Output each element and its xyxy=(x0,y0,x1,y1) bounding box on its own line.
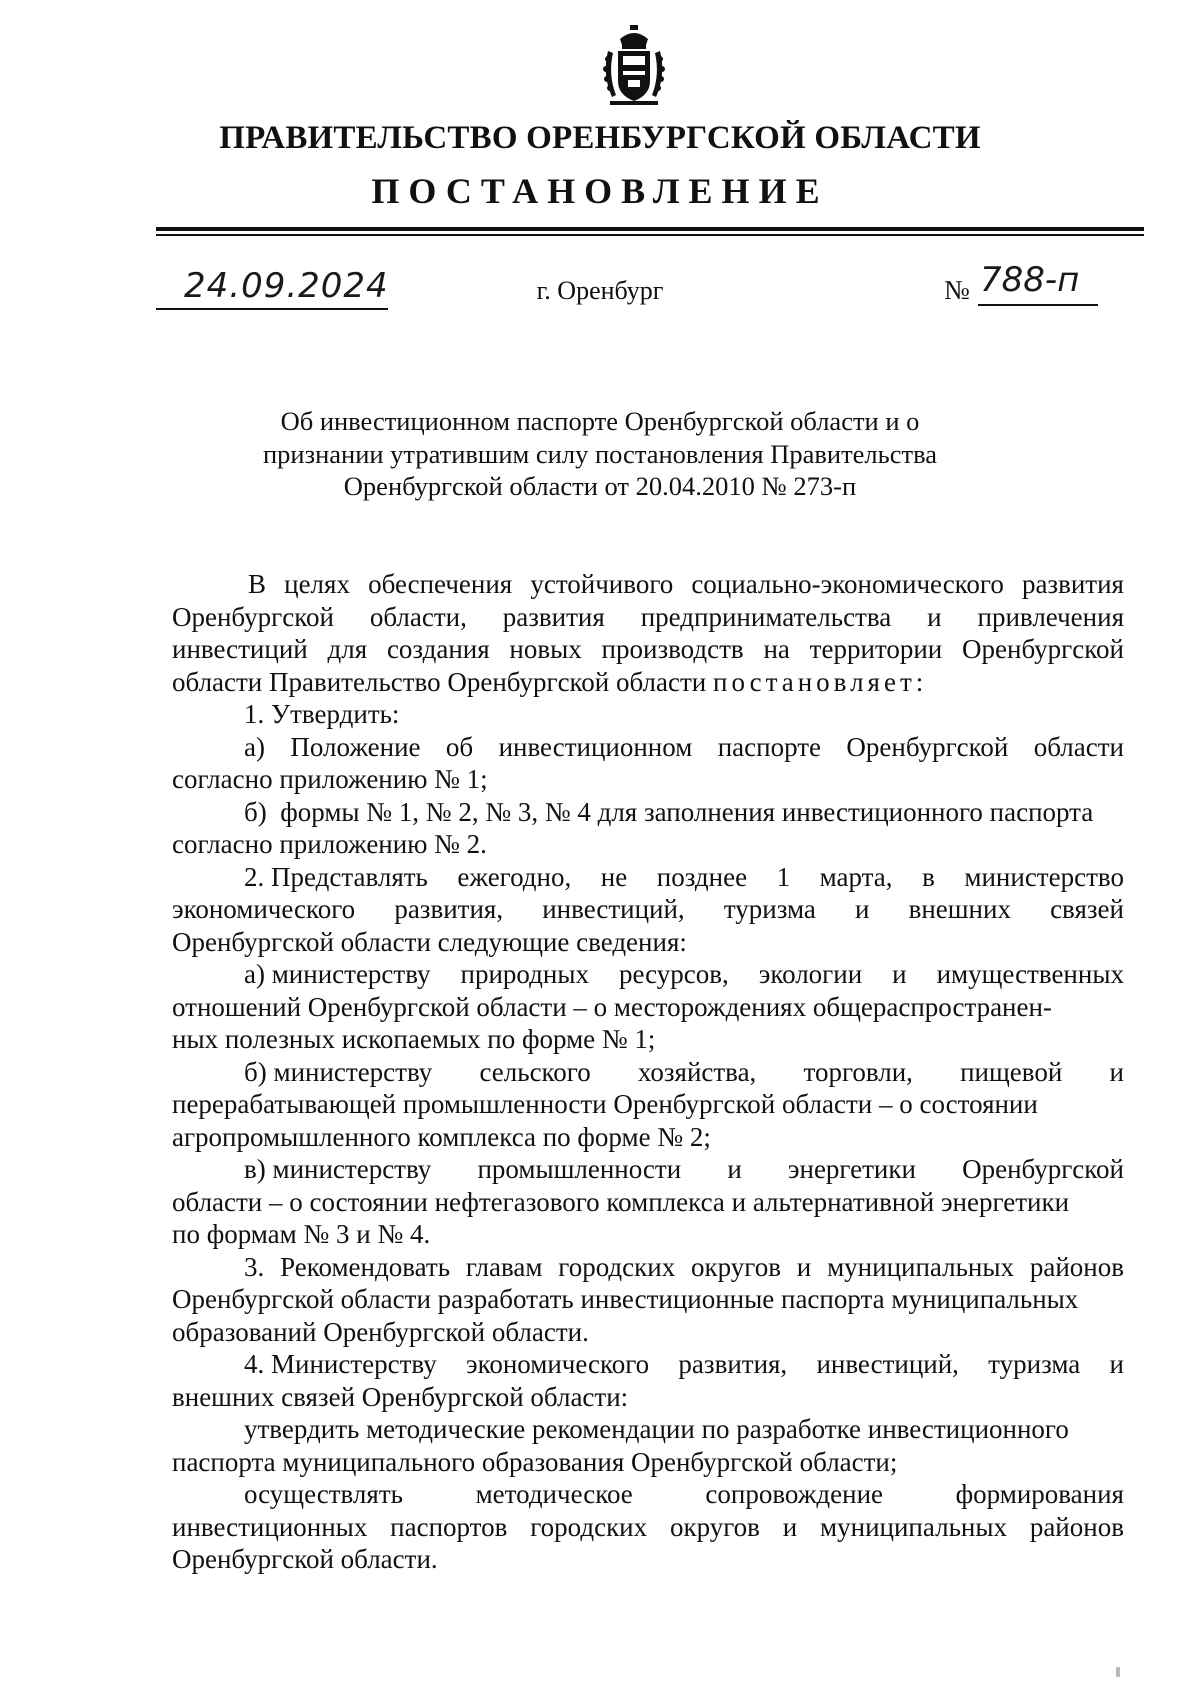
body-word: не xyxy=(600,861,628,892)
body-line xyxy=(172,1283,1124,1316)
body-word: области xyxy=(1033,731,1124,762)
body-word: сельского xyxy=(479,1056,591,1087)
body-line xyxy=(172,1348,1124,1381)
body-text: образований Оренбургской области. xyxy=(172,1316,589,1347)
date-underline xyxy=(156,308,388,310)
body-word: марта, xyxy=(819,861,893,892)
body-word: районов xyxy=(1029,1511,1124,1542)
body-word: устойчивого xyxy=(530,569,674,599)
body-text: ных полезных ископаемых по форме № 1; xyxy=(172,1024,656,1054)
number-sign: № xyxy=(944,275,970,305)
body-line xyxy=(172,698,1124,731)
body-word: социально-экономического xyxy=(691,569,1004,599)
subject-line: признании утратившим силу постановления Правительства xyxy=(262,438,938,469)
body-word: экологии xyxy=(758,959,863,989)
body-word: Положение xyxy=(290,731,421,762)
body-line xyxy=(172,1218,1124,1251)
body-word: районов xyxy=(1029,1251,1124,1282)
body-word: промышленности xyxy=(477,1154,682,1184)
body-line xyxy=(172,1186,1124,1219)
body-line xyxy=(172,1088,1124,1121)
coat-of-arms-emblem xyxy=(602,25,666,107)
body-text: области Правительство Оренбургской области xyxy=(172,666,714,697)
body-word: предпринимательства xyxy=(640,601,892,632)
body-line xyxy=(172,1511,1124,1544)
body-word: б) министерству xyxy=(244,1056,433,1087)
header-divider-thick xyxy=(156,227,1144,231)
body-line xyxy=(172,763,1124,796)
body-word: 2. Представлять xyxy=(244,861,428,892)
document-subject xyxy=(0,405,1200,503)
body-word: экономического xyxy=(172,894,356,924)
body-word: министерство xyxy=(964,861,1124,892)
handwritten-date: 24.09.2024 xyxy=(184,266,389,306)
body-text: Оренбургской области. xyxy=(172,1544,438,1574)
body-word: инвестиций, xyxy=(816,1349,959,1379)
body-word: экономического xyxy=(465,1349,650,1379)
body-text: Оренбургской области следующие сведения: xyxy=(172,926,687,957)
document-body xyxy=(172,568,1124,1576)
body-word: и xyxy=(892,959,907,989)
body-word: производств xyxy=(601,634,744,664)
body-word: и xyxy=(1109,1349,1124,1379)
body-word: энергетики xyxy=(787,1154,916,1184)
body-word: территории xyxy=(809,634,943,664)
body-text: внешних связей Оренбургской области: xyxy=(172,1381,629,1412)
body-word: развития xyxy=(1021,569,1124,599)
document-type-title: ПОСТАНОВЛЕНИЕ xyxy=(371,171,829,211)
body-word: Оренбургской xyxy=(962,634,1124,664)
body-word: привлечения xyxy=(977,601,1124,632)
body-text: отношений Оренбургской области – о месторождениях общераспространен- xyxy=(172,991,1052,1022)
body-word: паспорте xyxy=(717,731,822,762)
body-word: области, xyxy=(369,601,467,632)
body-line xyxy=(172,991,1124,1024)
body-word: осуществлять xyxy=(244,1479,403,1509)
body-text: по формам № 3 и № 4. xyxy=(172,1219,431,1249)
body-line xyxy=(172,1478,1124,1511)
body-text: Оренбургской области разработать инвестиционные паспорта муниципальных xyxy=(172,1284,1079,1314)
body-word: внешних xyxy=(908,894,1011,924)
body-line xyxy=(172,796,1124,829)
body-word: городских xyxy=(558,1251,676,1282)
body-word: на xyxy=(763,634,790,664)
body-word: в xyxy=(922,861,935,892)
body-text: паспорта муниципального образования Оренбургской области; xyxy=(172,1446,898,1477)
body-word: ежегодно, xyxy=(457,861,572,892)
body-word: туризма xyxy=(723,894,816,924)
handwritten-number: 788-п xyxy=(980,260,1080,300)
body-line xyxy=(172,1413,1124,1446)
body-word: округов xyxy=(669,1511,760,1542)
subject-line: Оренбургской области от 20.04.2010 № 273-п xyxy=(343,471,857,501)
body-line xyxy=(172,1121,1124,1154)
city-label: г. Оренбург xyxy=(536,276,664,305)
body-word: имущественных xyxy=(936,959,1124,989)
body-word: об xyxy=(445,731,474,762)
body-line xyxy=(172,861,1124,894)
body-text: области – о состоянии нефтегазового комплекса и альтернативной энергетики xyxy=(172,1186,1070,1217)
body-word: Оренбургской xyxy=(962,1154,1124,1184)
body-text: согласно приложению № 1; xyxy=(172,764,488,794)
body-word: В xyxy=(248,569,267,599)
body-word: формирования xyxy=(955,1479,1124,1509)
body-line xyxy=(172,601,1124,634)
body-word: целях xyxy=(284,569,350,599)
body-word: инвестиций, xyxy=(542,894,685,924)
body-line xyxy=(172,1543,1124,1576)
body-word: новых xyxy=(509,634,582,664)
body-word: туризма xyxy=(988,1349,1081,1379)
body-word: развития, xyxy=(678,1349,788,1379)
body-word: связей xyxy=(1050,894,1124,924)
body-word: округов xyxy=(691,1251,781,1282)
body-line xyxy=(172,893,1124,926)
item-heading: 1. Утвердить: xyxy=(244,699,400,729)
body-line xyxy=(172,731,1124,764)
number-underline xyxy=(978,304,1098,306)
body-line xyxy=(172,1056,1124,1089)
body-line xyxy=(172,666,1124,699)
body-word: Оренбургской xyxy=(172,601,334,632)
body-line xyxy=(172,1153,1124,1186)
body-line xyxy=(172,1023,1124,1056)
body-line xyxy=(172,568,1124,601)
body-text: утвердить методические рекомендации по разработке инвестиционного xyxy=(244,1414,1069,1444)
body-word: сопровождение xyxy=(705,1479,884,1509)
body-line xyxy=(172,1381,1124,1414)
body-word: 4. Министерству xyxy=(244,1349,437,1379)
body-word: 3. xyxy=(244,1251,265,1282)
body-word: в) министерству xyxy=(244,1154,432,1184)
body-word: и xyxy=(855,894,870,924)
body-word: и xyxy=(782,1511,798,1542)
body-word: методическое xyxy=(475,1479,633,1509)
body-text: перерабатывающей промышленности Оренбургской области – о состоянии xyxy=(172,1089,1038,1119)
body-word: развития xyxy=(502,601,605,632)
body-word: а) xyxy=(244,731,265,762)
body-word: муниципальных xyxy=(827,1251,1015,1282)
body-word: Рекомендовать xyxy=(280,1251,451,1282)
body-word: муниципальных xyxy=(820,1511,1007,1542)
body-word: а) министерству xyxy=(244,959,431,989)
government-title: ПРАВИТЕЛЬСТВО ОРЕНБУРГСКОЙ ОБЛАСТИ xyxy=(219,120,981,156)
body-word: пищевой xyxy=(960,1056,1063,1087)
body-line xyxy=(172,1446,1124,1479)
body-word: инвестиционных xyxy=(172,1511,368,1542)
body-word: создания xyxy=(386,634,490,664)
body-text: агропромышленного комплекса по форме № 2; xyxy=(172,1121,711,1152)
body-word: паспортов xyxy=(390,1511,508,1542)
body-line xyxy=(172,828,1124,861)
body-word: ресурсов, xyxy=(618,959,729,989)
body-word: и xyxy=(727,1154,742,1184)
scan-mark xyxy=(1116,1667,1120,1677)
header-divider-thin xyxy=(156,234,1144,236)
body-word: и xyxy=(927,601,942,632)
enacting-word: постановляет: xyxy=(713,666,928,697)
body-line xyxy=(172,1316,1124,1349)
body-text: согласно приложению № 2. xyxy=(172,829,487,859)
body-word: 1 xyxy=(776,861,791,892)
body-word: развития, xyxy=(394,894,504,924)
body-word: инвестиций xyxy=(172,634,308,664)
body-word: для xyxy=(327,634,368,664)
body-word: позднее xyxy=(656,861,748,892)
body-word: природных xyxy=(460,959,589,989)
body-word: обеспечения xyxy=(368,569,513,599)
body-word: городских xyxy=(530,1511,648,1542)
body-line xyxy=(172,1251,1124,1284)
subject-line: Об инвестиционном паспорте Оренбургской области и о xyxy=(280,406,920,436)
body-line xyxy=(172,926,1124,959)
body-text: б) формы № 1, № 2, № 3, № 4 для заполнения инвестиционного паспорта xyxy=(244,796,1094,827)
body-word: и xyxy=(1109,1056,1124,1087)
body-word: инвестиционном xyxy=(498,731,693,762)
body-line xyxy=(172,633,1124,666)
body-word: хозяйства, xyxy=(637,1056,757,1087)
body-word: Оренбургской xyxy=(846,731,1009,762)
body-word: торговли, xyxy=(803,1056,913,1087)
body-word: главам xyxy=(465,1251,543,1282)
body-word: и xyxy=(796,1251,812,1282)
body-line xyxy=(172,958,1124,991)
